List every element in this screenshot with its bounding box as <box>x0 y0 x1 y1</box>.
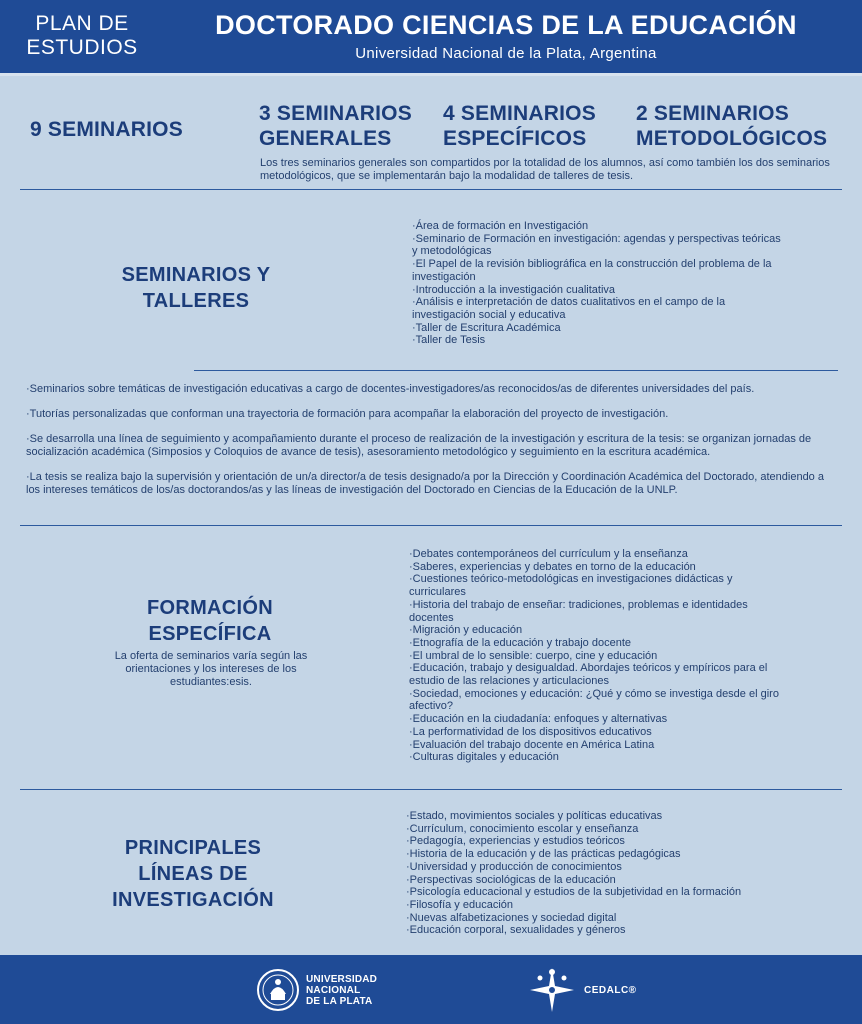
list-item: · Perspectivas sociológicas de la educación <box>406 874 826 887</box>
list-item: · Área de formación en Investigación <box>412 220 784 233</box>
list-item: · Educación en la ciudadanía: enfoques y alternativas <box>409 713 789 726</box>
divider <box>20 525 842 526</box>
list-item: · Análisis e interpretación de datos cualitativos en el campo de la investigación social y educativa <box>412 296 784 321</box>
page-title: DOCTORADO CIENCIAS DE LA EDUCACIÓN <box>215 10 797 40</box>
list-item: · Saberes, experiencias y debates en torno de la educación <box>409 561 789 574</box>
formacion-list <box>409 548 789 764</box>
bullet-paragraph: · Tutorías personalizadas que conforman una trayectoria de formación para acompañar la elaboración del proyecto de investigación. <box>26 408 836 421</box>
footer-banner <box>0 955 862 1024</box>
cedalc-star-icon <box>526 964 578 1016</box>
divider <box>194 370 838 371</box>
unlp-logo <box>256 963 377 1017</box>
count-generales: 3 SEMINARIOS GENERALES <box>259 102 412 150</box>
list-item: · Evaluación del trabajo docente en América Latina <box>409 739 789 752</box>
unlp-line: DE LA PLATA <box>306 995 373 1007</box>
bullet-paragraph: · Se desarrolla una línea de seguimiento y acompañamiento durante el proceso de realización de la investigación y escritura de la tesis: se organizan jornadas de socialización académica (Simposios y Coloquios de avance de tesis), asesoramiento metodológico y seguimiento en la escritura académica. <box>26 433 836 459</box>
list-item: · Historia del trabajo de enseñar: tradiciones, problemas e identidades docentes <box>409 599 789 624</box>
unlp-line: NACIONAL <box>306 984 361 996</box>
list-item: · Estado, movimientos sociales y políticas educativas <box>406 810 826 823</box>
unlp-wordmark <box>306 974 377 1007</box>
section-title-seminarios: SEMINARIOS Y TALLERES <box>121 264 271 312</box>
list-item: · Filosofía y educación <box>406 899 826 912</box>
section-title-lineas: PRINCIPALES LÍNEAS DE INVESTIGACIÓN <box>112 837 274 911</box>
list-item: · Psicología educacional y estudios de la subjetividad en la formación <box>406 886 826 899</box>
counts-note: Los tres seminarios generales son compartidos por la totalidad de los alumnos, así como también los dos seminarios metodológicos, que se implementarán bajo la modalidad de talleres de tesis. <box>260 157 830 182</box>
plan-label: PLAN DE ESTUDIOS <box>26 12 138 59</box>
list-item: · Seminario de Formación en investigación: agendas y perspectivas teóricas y metodológicas <box>412 233 784 258</box>
unlp-seal-icon <box>256 964 300 1016</box>
header-banner <box>0 0 862 76</box>
list-item: · Nuevas alfabetizaciones y sociedad digital <box>406 912 826 925</box>
list-item: · La performatividad de los dispositivos educativos <box>409 726 789 739</box>
list-item: · Cuestiones teórico-metodológicas en investigaciones didácticas y curriculares <box>409 573 789 598</box>
list-item: · Historia de la educación y de las prácticas pedagógicas <box>406 848 826 861</box>
list-item: · El Papel de la revisión bibliográfica en la construcción del problema de la investigación <box>412 258 784 283</box>
list-item: · Etnografía de la educación y trabajo docente <box>409 637 789 650</box>
formacion-note: La oferta de seminarios varía según las orientaciones y los intereses de los estudiantes:esis. <box>114 650 308 688</box>
unlp-line: UNIVERSIDAD <box>306 973 378 985</box>
list-item: · El umbral de lo sensible: cuerpo, cine y educación <box>409 650 789 663</box>
bullet-paragraph: · Seminarios sobre temáticas de investigación educativas a cargo de docentes-investigadores/as reconocidos/as de diferentes universidades del país. <box>26 383 836 396</box>
count-total: 9 SEMINARIOS <box>30 118 183 141</box>
divider <box>20 189 842 190</box>
program-bullets <box>26 383 836 509</box>
count-especificos: 4 SEMINARIOS ESPECÍFICOS <box>443 102 596 150</box>
list-item: · Introducción a la investigación cualitativa <box>412 284 784 297</box>
seminarios-list <box>412 220 784 347</box>
cedalc-wordmark: CEDALC® <box>584 984 637 996</box>
count-metodologicos: 2 SEMINARIOS METODOLÓGICOS <box>636 102 828 150</box>
section-title-formacion: FORMACIÓN ESPECÍFICA <box>146 597 274 645</box>
list-item: · Migración y educación <box>409 624 789 637</box>
list-item: · Educación corporal, sexualidades y géneros <box>406 924 826 937</box>
list-item: · Educación, trabajo y desigualdad. Abordajes teóricos y empíricos para el estudio de las relaciones y articulaciones <box>409 662 789 687</box>
list-item: · Taller de Tesis <box>412 334 784 347</box>
divider <box>20 789 842 790</box>
list-item: · Sociedad, emociones y educación: ¿Qué y cómo se investiga desde el giro afectivo? <box>409 688 789 713</box>
list-item: · Currículum, conocimiento escolar y enseñanza <box>406 823 826 836</box>
list-item: · Debates contemporáneos del currículum y la enseñanza <box>409 548 789 561</box>
list-item: · Taller de Escritura Académica <box>412 322 784 335</box>
list-item: · Universidad y producción de conocimientos <box>406 861 826 874</box>
cedalc-logo <box>526 963 637 1017</box>
page-subtitle: Universidad Nacional de la Plata, Argentina <box>355 45 657 62</box>
list-item: · Pedagogía, experiencias y estudios teóricos <box>406 835 826 848</box>
bullet-paragraph: · La tesis se realiza bajo la supervisión y orientación de un/a director/a de tesis designado/a por la Dirección y Coordinación Académica del Doctorado, atendiendo a los intereses temáticos de los/as doctorandos/as y las líneas de investigación del Doctorado en Ciencias de la Educación de la UNLP. <box>26 471 836 497</box>
list-item: · Culturas digitales y educación <box>409 751 789 764</box>
lineas-list <box>406 810 826 937</box>
